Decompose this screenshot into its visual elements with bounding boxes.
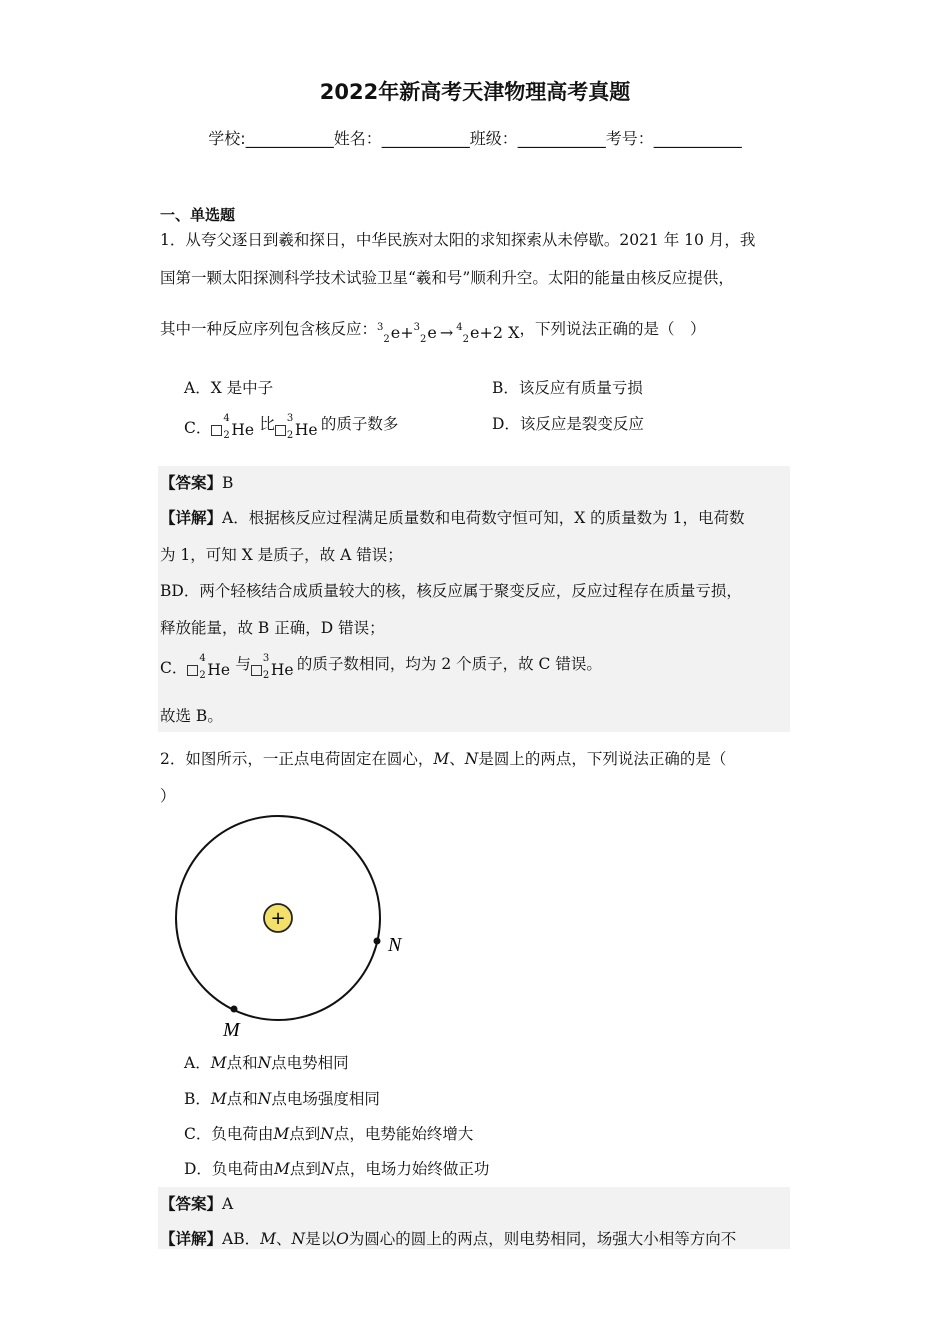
q1-line-3: 其中一种反应序列包含核反应：$^3_2$e+$^3_2$e → $^4_2$e+2 X，下列说法正确的是（ ） [160, 320, 706, 345]
q1-detail-line-5: C． 4 2 He 与 3 2 He 的质子数相同，均为 2 个质子，故 C 错误。 [160, 652, 602, 685]
plus-sign: + [270, 908, 286, 929]
helium-3-nuclide: 3 2 He [251, 659, 317, 685]
q1-detail-line-3: BD．两个轻核结合成质量较大的核，核反应属于聚变反应，反应过程存在质量亏损， [160, 582, 742, 600]
q2-answer: 【答案】A [160, 1195, 234, 1213]
q2-line-2: ） [160, 787, 176, 805]
helium-4-nuclide: 4 2 He [187, 659, 253, 685]
q2-option-b[interactable]: B．M点和N点电场强度相同 [184, 1090, 380, 1108]
q1-detail-line-4: 释放能量，故 B 正确，D 错误； [160, 619, 385, 637]
q2-detail-line-1: 【详解】AB．M、N是以O为圆心的圆上的两点，则电势相同，场强大小相等方向不 [160, 1230, 737, 1248]
nuclear-equation: $^3_2$e+$^3_2$e → $^4_2$e+2 X [377, 322, 520, 345]
label-m: M [223, 1019, 240, 1041]
page-title: 2022年新高考天津物理高考真题 [319, 80, 631, 104]
q1-detail-line-6: 故选 B。 [160, 707, 223, 725]
q1-option-a[interactable]: A．X 是中子 [184, 379, 274, 397]
q2-option-c[interactable]: C．负电荷由M点到N点，电势能始终增大 [184, 1125, 474, 1143]
label-n: N [388, 934, 402, 956]
circle-charge-diagram [170, 810, 420, 1045]
q1-answer-block [158, 466, 790, 732]
q2-answer-block [158, 1187, 790, 1249]
helium-4-nuclide: 4 2 He [211, 419, 277, 445]
section-title: 一、单选题 [160, 206, 236, 224]
q1-line-1: 1．从夸父逐日到羲和探日，中华民族对太阳的求知探索从未停歇。2021 年 10 月，我 [160, 231, 756, 249]
q1-answer: 【答案】B [160, 474, 234, 492]
q1-detail-line-2: 为 1，可知 X 是质子，故 A 错误； [160, 546, 403, 564]
q2-line-1: 2．如图所示，一正点电荷固定在圆心，M、N是圆上的两点，下列说法正确的是（ [160, 750, 727, 768]
point-m [231, 1006, 238, 1013]
q1-option-d[interactable]: D．该反应是裂变反应 [492, 415, 644, 433]
q1-option-b[interactable]: B．该反应有质量亏损 [492, 379, 643, 397]
student-info-line: 学校:___________姓名：___________班级：___________考号：___________ [208, 129, 742, 148]
q1-option-c[interactable]: C． 4 2 He 比 3 2 He 的质子数多 [184, 412, 398, 445]
q2-option-d[interactable]: D．负电荷由M点到N点，电场力始终做正功 [184, 1160, 490, 1178]
point-n [374, 938, 381, 945]
q1-line-2: 国第一颗太阳探测科学技术试验卫星“羲和号”顺利升空。太阳的能量由核反应提供， [160, 269, 734, 287]
q1-detail-line-1: 【详解】A．根据核反应过程满足质量数和电荷数守恒可知，X 的质量数为 1，电荷数 [160, 509, 745, 527]
q2-option-a[interactable]: A．M点和N点电势相同 [184, 1054, 349, 1072]
helium-3-nuclide: 3 2 He [275, 419, 341, 445]
